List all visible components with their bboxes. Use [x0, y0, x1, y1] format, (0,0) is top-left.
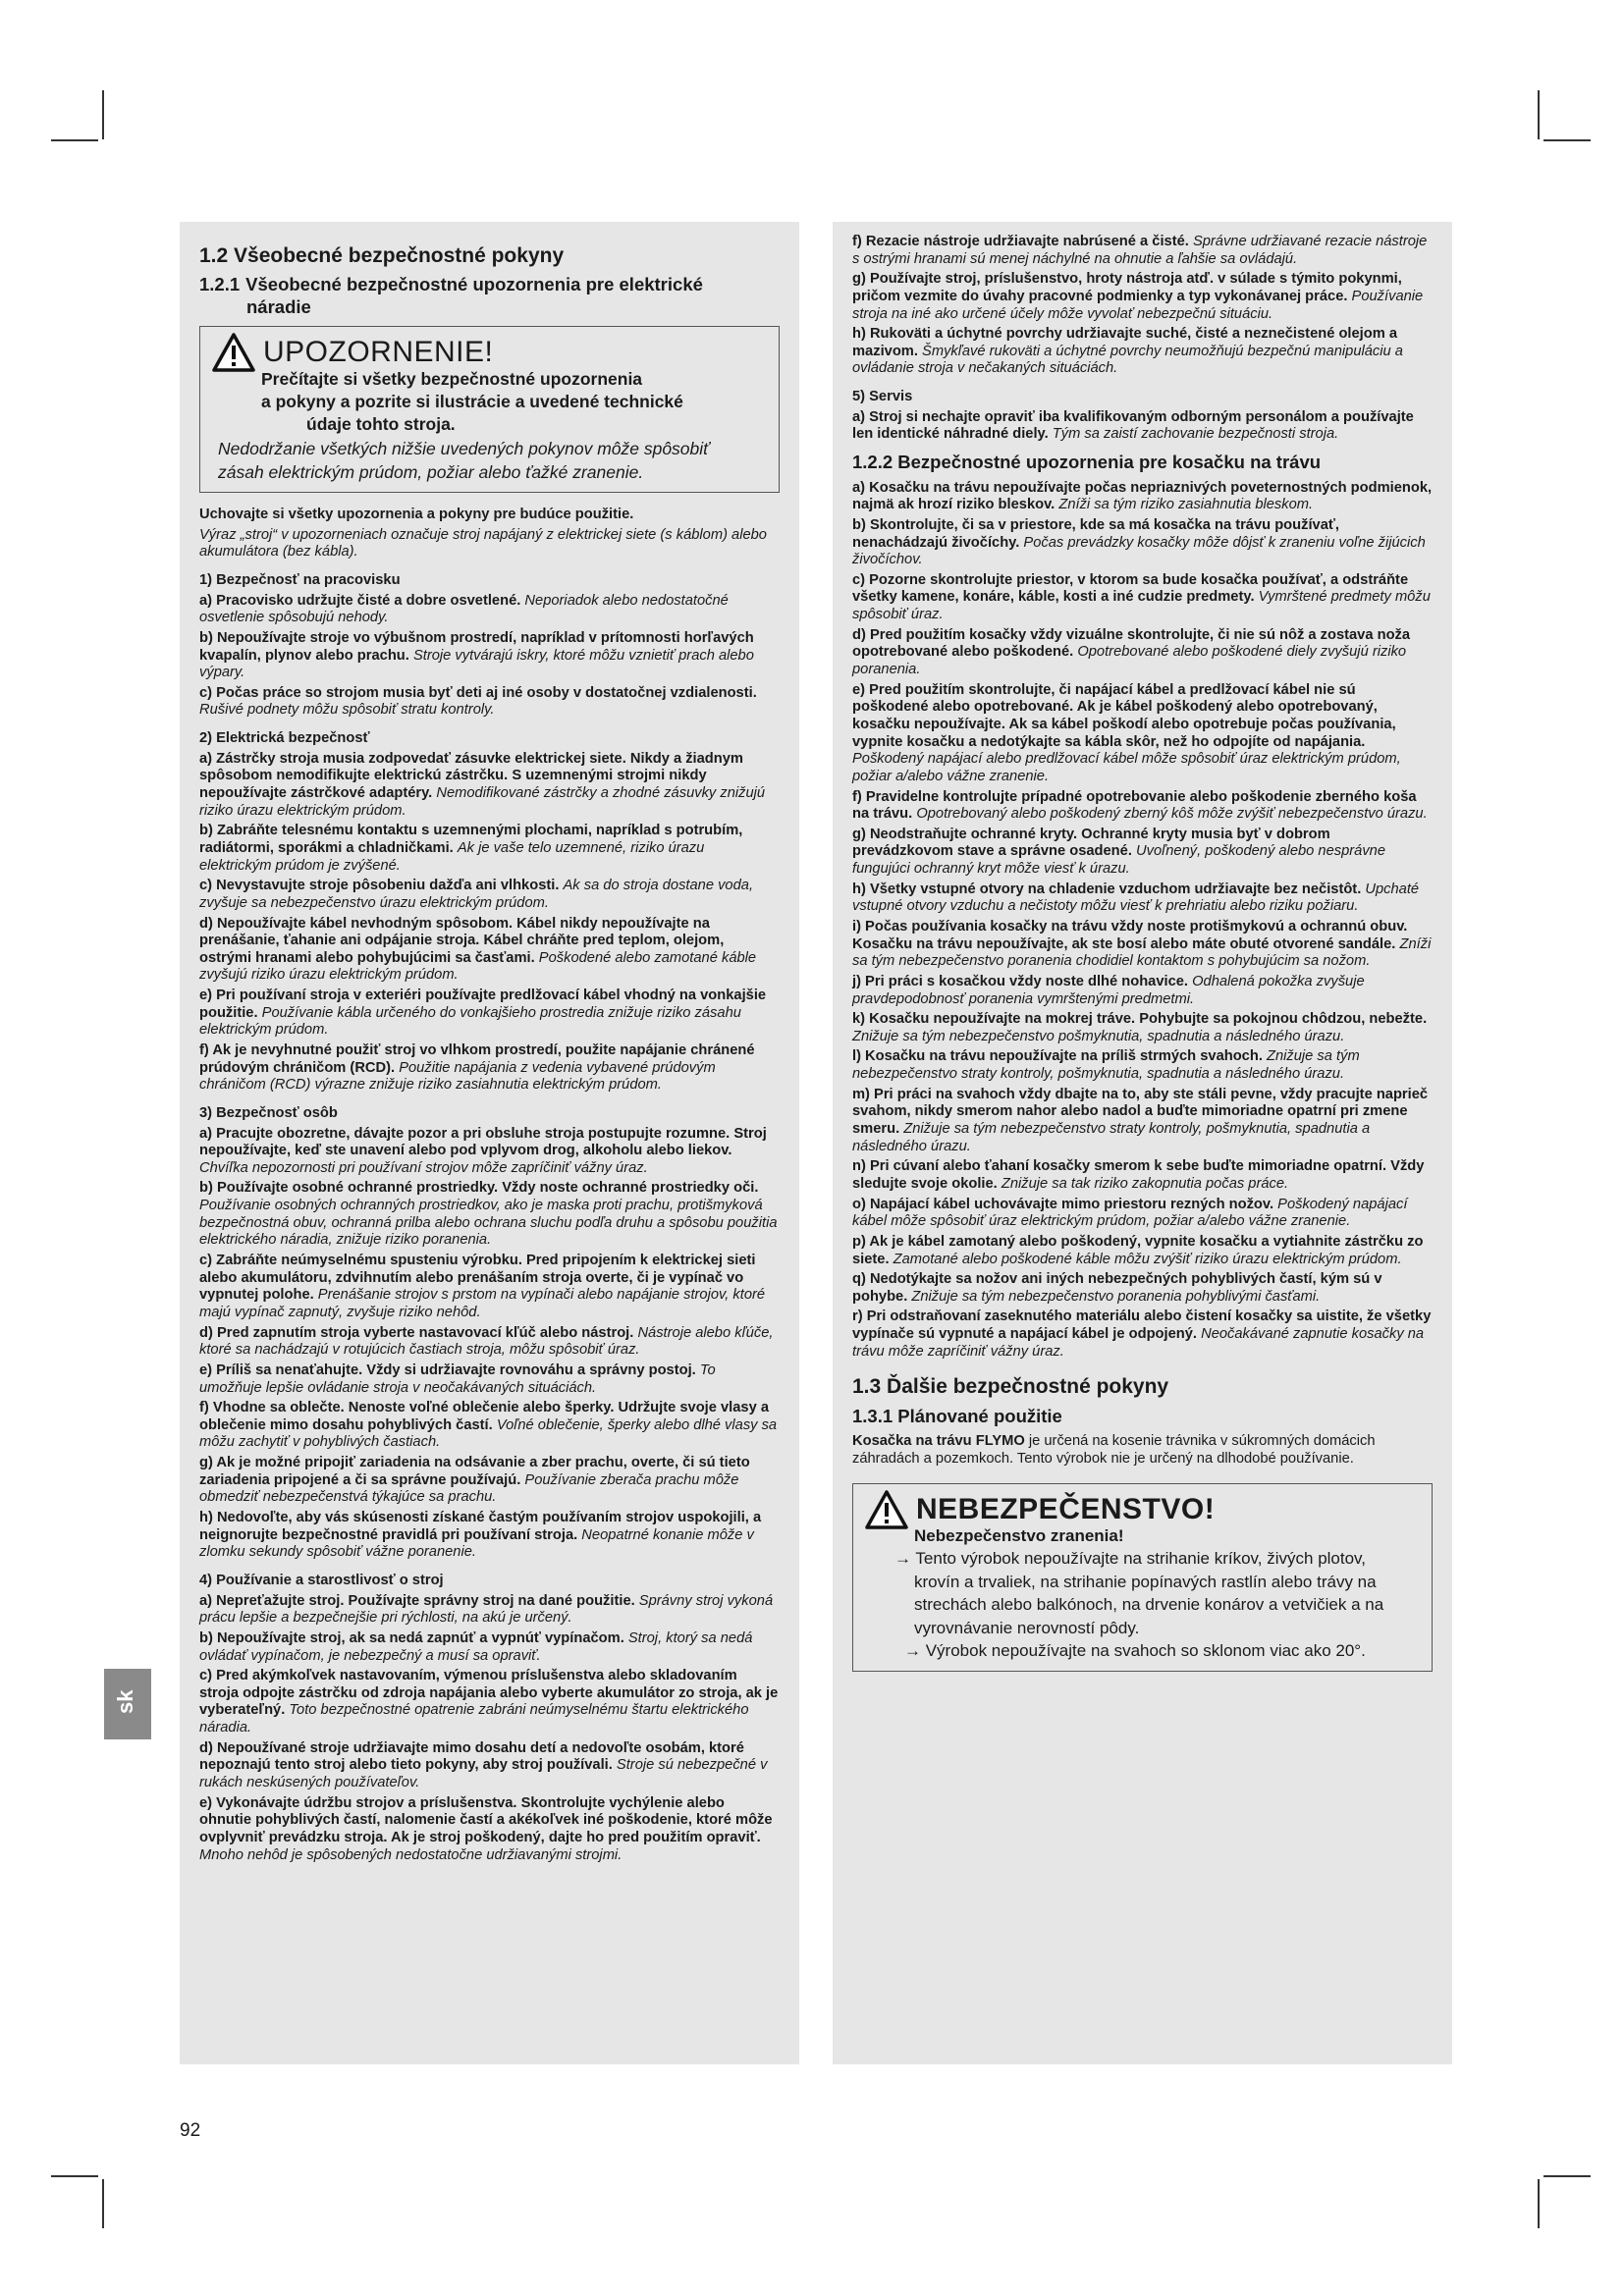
instruction-item: d) Pred použitím kosačky vždy vizuálne skontrolujte, či nie sú nôž a zostava noža opotrebované alebo poškodené. Opotrebované alebo poškodené diely zvyšujú riziko poranenia. — [852, 626, 1411, 678]
instruction-item: c) Pozorne skontrolujte priestor, v ktorom sa bude kosačka používať, a odstráňte všetky kamene, konáre, káble, kosti a iné cudzie predmety. Vymrštené predmety môžu spôsobiť úraz. — [852, 571, 1431, 623]
intended-use-text: Kosačka na trávu FLYMO je určená na kosenie trávnika v súkromných domácich záhradách a pozemkoch. Tento výrobok nie je určený na dlhodobé používanie. — [852, 1433, 1376, 1467]
warning-note: Nedodržanie všetkých nižšie uvedených pokynov môže spôsobiť — [218, 438, 710, 458]
instruction-item: d) Nepoužívané stroje udržiavajte mimo dosahu detí a nedovoľte osobám, ktoré nepoznajú tento stroj alebo tieto pokyny, aby stroj používali. Stroje sú nebezpečné v rukách neskúsených používateľov. — [199, 1739, 768, 1790]
warning-text: Prečítajte si všetky bezpečnostné upozornenia — [261, 369, 643, 390]
danger-subtitle: Nebezpečenstvo zranenia! — [914, 1526, 1124, 1546]
instruction-item: p) Ak je kábel zamotaný alebo poškodený, vypnite kosačku a vytiahnite zástrčku zo siete. Zamotané alebo poškodené káble môžu zvýšiť riziko úrazu elektrickým prúdom. — [852, 1233, 1424, 1267]
crop-mark — [102, 90, 104, 139]
subsection-heading-1-3-1: 1.3.1 Plánované použitie — [852, 1405, 1062, 1426]
instruction-item: g) Neodstraňujte ochranné kryty. Ochranné kryty musia byť v dobrom prevádzkovom stave a správne osadené. Uvoľnený, poškodený alebo nesprávne fungujúci ochranný kryt môže viesť k úrazu. — [852, 826, 1386, 878]
section-heading-1-3: 1.3 Ďalšie bezpečnostné pokyny — [852, 1375, 1169, 1399]
group-heading: 3) Bezpečnosť osôb — [199, 1104, 338, 1121]
instruction-item: k) Kosačku nepoužívajte na mokrej tráve. Pohybujte sa pokojnou chôdzou, nebežte. Znižuje sa tým nebezpečenstvo pošmyknutia, spadnutia a následného úrazu. — [852, 1011, 1428, 1044]
instruction-item: a) Pracovisko udržujte čisté a dobre osvetlené. Neporiadok alebo nedostatočné osvetlenie spôsobujú nehody. — [199, 592, 729, 626]
heading-text-continued: náradie — [246, 295, 311, 317]
instruction-item: e) Vykonávajte údržbu strojov a príslušenstva. Skontrolujte vychýlenie alebo ohnutie pohyblivých častí, nalomenie častí a akékoľvek iné poškodenie, ktoré môže ovplyvniť prevádzku stroja. Ak je stroj poškodený, dajte ho pred použitím opraviť. Mnoho nehôd je spôsobených nedostatočne udržiavanými strojmi. — [199, 1794, 773, 1863]
instruction-item: b) Používajte osobné ochranné prostriedky. Vždy noste ochranné prostriedky oči. Používanie osobných ochranných prostriedkov, ako je maska proti prachu, protišmyková bezpečnostná obuv, ochranná prilba alebo ochrana sluchu podľa druhu a spôsobu použitia elektrického náradia, znižuje riziko poranenia. — [199, 1180, 778, 1249]
instruction-item: r) Pri odstraňovaní zaseknutého materiálu alebo čistení kosačky sa uistite, že všetky vypínače sú vypnuté a napájací kábel je odpojený. Neočakávané zapnutie kosačky na trávu môže zapríčiniť vážny úraz. — [852, 1308, 1432, 1360]
language-tab — [104, 1669, 151, 1739]
instruction-item: e) Pred použitím skontrolujte, či napájací kábel a predlžovací kábel nie sú poškodené alebo opotrebované. Ak je kábel poškodený alebo opotrebovaný, kosačku nepoužívajte. Ak sa kábel poškodí alebo opotrebuje počas používania, vypnite kosačku a nedotýkajte sa kábla skôr, než ho odpojíte od napájania. Poškodený napájací alebo predlžovací kábel môže spôsobiť úraz elektrickým prúdom, požiar a/alebo vážne zranenie. — [852, 681, 1401, 784]
instruction-item: m) Pri práci na svahoch vždy dbajte na to, aby ste stáli pevne, vždy pracujte naprieč svahom, nikdy smerom nahor alebo nadol a buďte mimoriadne opatrní pri zmene smeru. Znižuje sa tým nebezpečenstvo straty kontroly, pošmyknutia, spadnutia a následného úrazu. — [852, 1086, 1429, 1154]
section-heading-1-2: 1.2 Všeobecné bezpečnostné pokyny — [199, 244, 565, 267]
crop-mark — [51, 139, 98, 141]
instruction-item: q) Nedotýkajte sa nožov ani iných nebezpečných pohyblivých častí, kým sú v pohybe. Znižuje sa tým nebezpečenstvo poranenia pohyblivými časťami. — [852, 1271, 1382, 1305]
instruction-item: a) Stroj si nechajte opraviť iba kvalifikovaným odborným personálom a používajte len identické náhradné diely. Tým sa zaistí zachovanie bezpečnosti stroja. — [852, 408, 1414, 443]
instruction-item: f) Vhodne sa oblečte. Nenoste voľné oblečenie alebo šperky. Udržujte svoje vlasy a oblečenie mimo dosahu pohyblivých častí. Voľné oblečenie, šperky alebo dlhé vlasy sa môžu zachytiť v pohyblivých častiach. — [199, 1400, 778, 1451]
instruction-item: c) Nevystavujte stroje pôsobeniu dažďa ani vlhkosti. Ak sa do stroja dostane voda, zvyšuje sa nebezpečenstvo úrazu elektrickým prúdom. — [199, 878, 754, 911]
instruction-item: d) Nepoužívajte kábel nevhodným spôsobom. Kábel nikdy nepoužívajte na prenášanie, ťahanie ani odpájanie stroja. Kábel chráňte pred teplom, olejom, ostrými hranami alebo pohybujúcimi sa časťami. Poškodené alebo zamotané káble zvyšujú riziko úrazu elektrickým prúdom. — [199, 915, 757, 984]
group-heading: 2) Elektrická bezpečnosť — [199, 730, 370, 747]
crop-mark — [1538, 90, 1540, 139]
instruction-item: g) Ak je možné pripojiť zariadenia na odsávanie a zber prachu, overte, či sú tieto zariadenia pripojené a či sa správne používajú. Používanie zberača prachu môže obmedziť nebezpečenstvá týkajúce sa prachu. — [199, 1455, 750, 1506]
instruction-item: a) Zástrčky stroja musia zodpovedať zásuvke elektrickej siete. Nikdy a žiadnym spôsobom nemodifikujte elektrickú zástrčku. S uzemnenými strojmi nikdy nepoužívajte zástrčkové adaptéry. Nemodifikované zástrčky a zhodné zásuvky znižujú riziko úrazu elektrickým prúdom. — [199, 750, 766, 819]
instruction-item: h) Rukoväti a úchytné povrchy udržiavajte suché, čisté a neznečistené olejom a mazivom. Šmykľavé rukoväti a úchytné povrchy neumožňujú bezpečnú manipuláciu a ovládanie stroja v nečakaných situáciách. — [852, 326, 1403, 377]
instruction-item: b) Skontrolujte, či sa v priestore, kde sa má kosačka na trávu používať, nenachádzajú živočíchy. Počas prevádzky kosačky môže dôjsť k zraneniu voľne žijúcich živočíchov. — [852, 516, 1426, 568]
warning-text: údaje tohto stroja. — [306, 413, 456, 434]
group-heading: 1) Bezpečnosť na pracovisku — [199, 571, 401, 588]
instruction-item: c) Zabráňte neúmyselnému spusteniu výrobku. Pred pripojením k elektrickej sieti alebo akumulátoru, zdvihnutím alebo prenášaním stroja overte, či je vypínač vo vypnutej polohe. Prenášanie strojov s prstom na vypínači alebo napájanie strojov, ktoré majú vypínač zapnutý, zvyšuje riziko nehôd. — [199, 1253, 766, 1320]
danger-item: → Tento výrobok nepoužívajte na strihanie kríkov, živých plotov, — [894, 1549, 1367, 1569]
instruction-item: g) Používajte stroj, príslušenstvo, hroty nástroja atď. v súlade s týmito pokynmi, pričom vezmite do úvahy pracovné podmienky a typ vykonávanej práce. Používanie stroja na iné ako určené účely môže vyvolať nebezpečnú situáciu. — [852, 271, 1424, 322]
warning-triangle-icon — [865, 1490, 908, 1529]
crop-mark — [1543, 139, 1591, 141]
group-heading: 4) Používanie a starostlivosť o stroj — [199, 1572, 444, 1588]
left-column — [180, 222, 799, 2064]
term-definition: Výraz „stroj“ v upozorneniach označuje stroj napájaný z elektrickej siete (s káblom) alebo akumulátora (bez kábla). — [199, 526, 767, 561]
warning-box — [199, 326, 780, 493]
instruction-item: i) Počas používania kosačky na trávu vždy noste protišmykovú a ochrannú obuv. Kosačku na trávu nepoužívajte, ak ste bosí alebo máte obuté otvorené sandále. Zníži sa tým nebezpečenstvo poranenia chodidiel kontaktom s pohybujúcim sa nožom. — [852, 918, 1432, 970]
danger-item-continued: strechách alebo balkónoch, na drvenie konárov a vetvičiek a na — [914, 1595, 1384, 1615]
instruction-item: c) Počas práce so strojom musia byť deti aj iné osoby v dostatočnej vzdialenosti. Rušivé podnety môžu spôsobiť stratu kontroly. — [199, 684, 757, 719]
instruction-item: e) Pri používaní stroja v exteriéri používajte predlžovací kábel vhodný na vonkajšie použitie. Používanie kábla určeného do vonkajšieho prostredia znižuje riziko zásahu elektrickým prúdom. — [199, 988, 767, 1039]
instruction-item: c) Pred akýmkoľvek nastavovaním, výmenou príslušenstva alebo skladovaním stroja odpojte zástrčku od zdroja napájania alebo vyberte akumulátor zo stroja, ak je vyberateľný. Toto bezpečnostné opatrenie zabráni neúmyselnému štartu elektrického náradia. — [199, 1668, 779, 1736]
danger-title: NEBEZPEČENSTVO! — [916, 1493, 1216, 1526]
instruction-item: b) Zabráňte telesnému kontaktu s uzemnenými plochami, napríklad s potrubím, radiátormi, sporákmi a chladničkami. Ak je vaše telo uzemnené, riziko úrazu elektrickým prúdom je zvýšené. — [199, 823, 743, 874]
page-number: 92 — [180, 2120, 201, 2141]
keep-instructions: Uchovajte si všetky upozornenia a pokyny pre budúce použitie. — [199, 507, 634, 523]
instruction-item: b) Nepoužívajte stroj, ak sa nedá zapnúť a vypnúť vypínačom. Stroj, ktorý sa nedá ovládať vypínačom, je nebezpečný a musí sa opraviť. — [199, 1629, 753, 1664]
danger-item: → Výrobok nepoužívajte na svahoch so sklonom viac ako 20°. — [904, 1641, 1366, 1661]
crop-mark — [51, 2175, 98, 2177]
instruction-item: f) Rezacie nástroje udržiavajte nabrúsené a čisté. Správne udržiavané rezacie nástroje s ostrými hranami sú menej náchylné na ohnutie a ľahšie sa ovládajú. — [852, 234, 1428, 267]
subsection-heading-1-2-1 — [199, 274, 780, 318]
warning-triangle-icon — [212, 333, 255, 372]
instruction-item: a) Kosačku na trávu nepoužívajte počas nepriaznivých poveternostných podmienok, najmä ak hrozí riziko bleskov. Zníži sa tým riziko zasiahnutia bleskom. — [852, 479, 1433, 513]
instruction-item: l) Kosačku na trávu nepoužívajte na príliš strmých svahoch. Znižuje sa tým nebezpečenstvo straty kontroly, pošmyknutia, spadnutia a následného úrazu. — [852, 1048, 1360, 1083]
warning-title: UPOZORNENIE! — [263, 336, 494, 369]
instruction-item: f) Ak je nevyhnutné použiť stroj vo vlhkom prostredí, použite napájanie chránené prúdovým chráničom (RCD). Použitie napájania z vedenia vybavené prúdovým chráničom (RCD) výrazne znižuje riziko zasiahnutia elektrickým prúdom. — [199, 1042, 755, 1094]
instruction-item: b) Nepoužívajte stroje vo výbušnom prostredí, napríklad v prítomnosti horľavých kvapalín, plynov alebo prachu. Stroje vytvárajú iskry, ktoré môžu vznietiť prach alebo výpary. — [199, 629, 754, 681]
instruction-item: e) Príliš sa nenaťahujte. Vždy si udržiavajte rovnováhu a správny postoj. To umožňuje lepšie ovládanie stroja v neočakávaných situáciách. — [199, 1362, 716, 1396]
crop-mark — [102, 2179, 104, 2228]
language-code: sk — [113, 1689, 137, 1714]
instruction-item: a) Pracujte obozretne, dávajte pozor a pri obsluhe stroja postupujte rozumne. Stroj nepoužívajte, keď ste unavení alebo pod vplyvom drog, alkoholu alebo liekov. Chvíľka nepozornosti pri používaní strojov môže zapríčiniť vážny úraz. — [199, 1125, 767, 1176]
danger-box — [852, 1483, 1433, 1671]
subsection-heading-1-2-2: 1.2.2 Bezpečnostné upozornenia pre kosačku na trávu — [852, 452, 1322, 473]
warning-text: a pokyny a pozrite si ilustrácie a uvedené technické — [261, 392, 683, 412]
danger-list — [865, 1547, 1420, 1662]
heading-text: Všeobecné bezpečnostné upozornenia pre elektrické — [245, 274, 703, 295]
instruction-item: h) Nedovoľte, aby vás skúsenosti získané častým používaním strojov uspokojili, a neignorujte bezpečnostné pravidlá pri používaní stroja. Neopatrné konanie môže v zlomku sekundy spôsobiť vážne poranenie. — [199, 1510, 762, 1561]
right-column — [833, 222, 1452, 2064]
warning-note: zásah elektrickým prúdom, požiar alebo ťažké zranenie. — [218, 462, 644, 483]
danger-item-continued: vyrovnávanie nerovností pôdy. — [914, 1618, 1140, 1637]
instruction-item: d) Pred zapnutím stroja vyberte nastavovací kľúč alebo nástroj. Nástroje alebo kľúče, ktoré sa nachádzajú v rotujúcich častiach stroja, môžu spôsobiť úraz. — [199, 1324, 774, 1359]
instruction-item: o) Napájací kábel uchovávajte mimo priestoru rezných nožov. Poškodený napájací kábel môže spôsobiť úraz elektrickým prúdom, požiar a/alebo vážne zranenie. — [852, 1196, 1408, 1230]
danger-item-continued: krovín a trvaliek, na strihanie popínavých rastlín alebo trávy na — [914, 1572, 1377, 1591]
instruction-item: j) Pri práci s kosačkou vždy noste dlhé nohavice. Odhalená pokožka zvyšuje pravdepodobnosť poranenia vymrštenými predmetmi. — [852, 973, 1365, 1007]
crop-mark — [1538, 2179, 1540, 2228]
instruction-item: f) Pravidelne kontrolujte prípadné opotrebovanie alebo poškodenie zberného koša na trávu. Opotrebovaný alebo poškodený zberný kôš môže zvýšiť nebezpečenstvo úrazu. — [852, 788, 1428, 823]
instruction-item: h) Všetky vstupné otvory na chladenie vzduchom udržiavajte bez nečistôt. Upchaté vstupné otvory vzduchu a nečistoty môžu viesť k prehriatiu alebo riziku požiaru. — [852, 881, 1420, 915]
heading-number: 1.2.1 — [199, 274, 241, 295]
crop-mark — [1543, 2175, 1591, 2177]
instruction-item: n) Pri cúvaní alebo ťahaní kosačky smerom k sebe buďte mimoriadne opatrní. Vždy sledujte svoje okolie. Znižuje sa tak riziko zakopnutia počas práce. — [852, 1158, 1425, 1192]
instruction-item: a) Nepreťažujte stroj. Používajte správny stroj na dané použitie. Správny stroj vykoná prácu lepšie a bezpečnejšie pri rýchlosti, na akú je určený. — [199, 1592, 774, 1627]
group-heading: 5) Servis — [852, 389, 913, 405]
